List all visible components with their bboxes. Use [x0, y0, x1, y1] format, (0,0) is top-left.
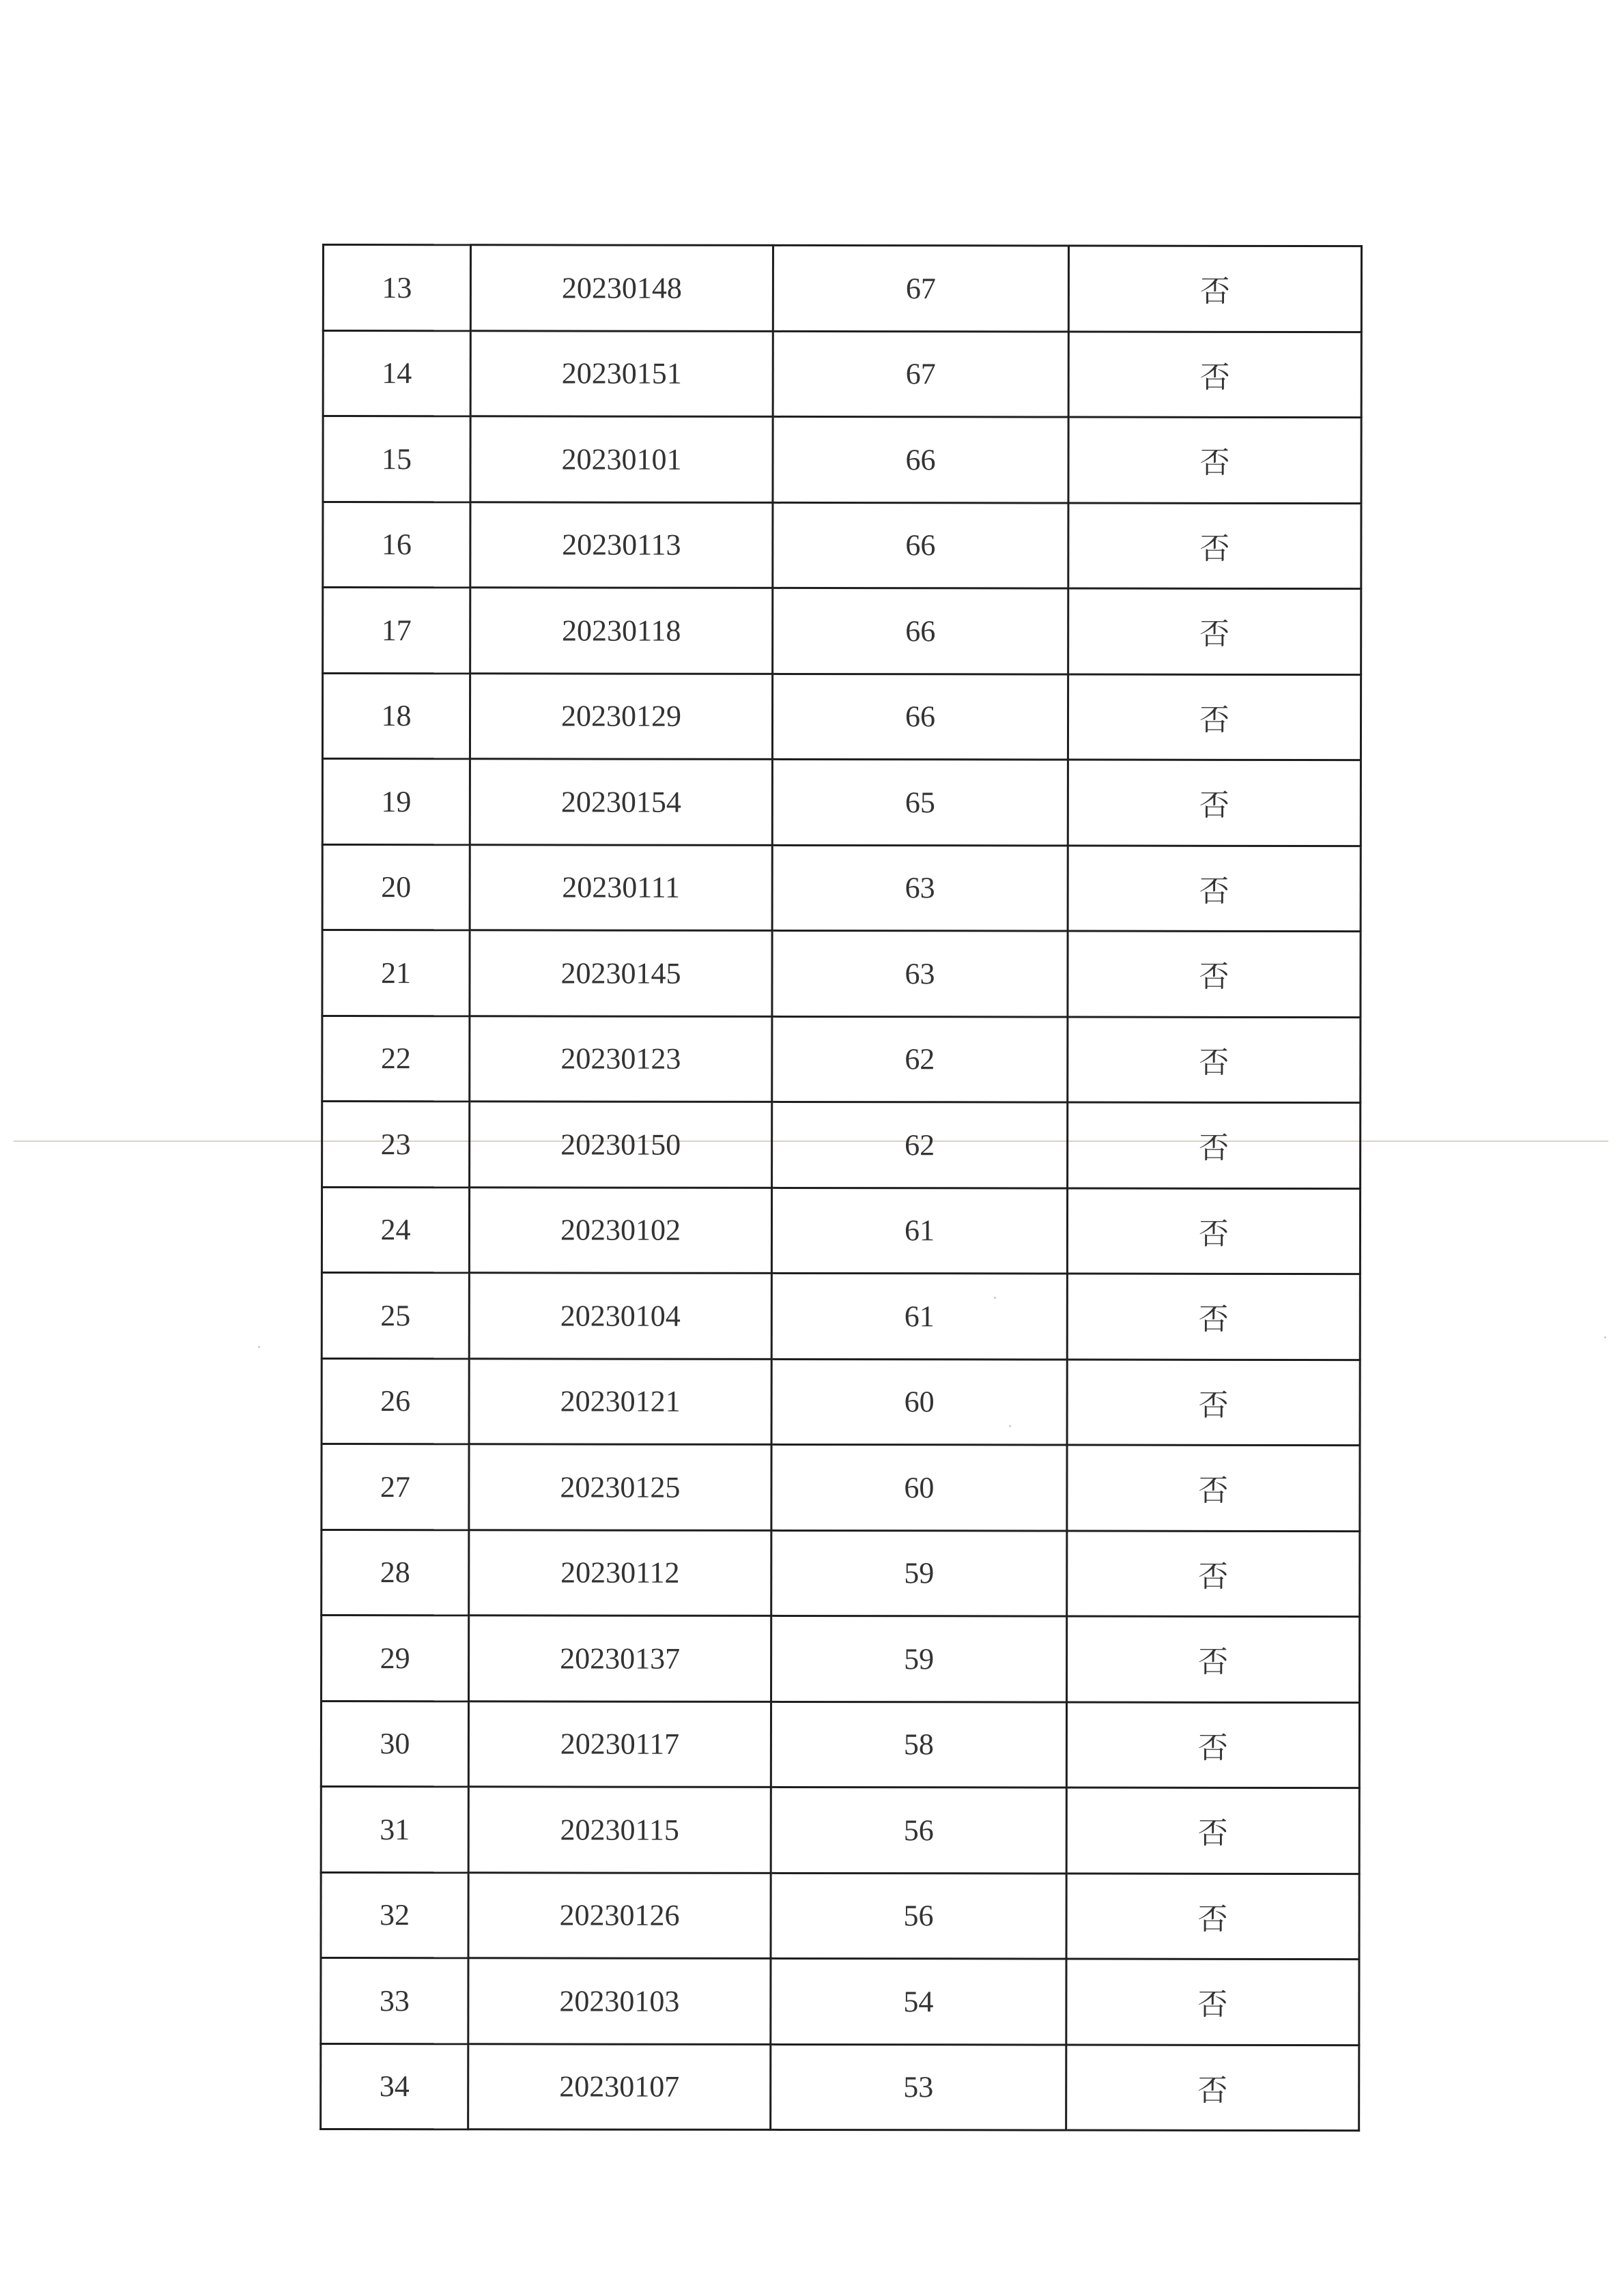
id-cell: 20230113	[470, 502, 773, 588]
seq-cell: 24	[322, 1187, 469, 1273]
table-row	[321, 1872, 1359, 1960]
seq-cell: 31	[321, 1787, 468, 1873]
score-cell: 61	[771, 1188, 1067, 1274]
flag-cell: 否	[1067, 1360, 1360, 1446]
score-cell: 59	[771, 1530, 1067, 1616]
id-cell: 20230104	[469, 1273, 771, 1359]
seq-cell: 28	[322, 1530, 469, 1616]
id-cell: 20230102	[469, 1187, 771, 1273]
id-cell: 20230107	[468, 2043, 771, 2129]
score-cell: 56	[771, 1787, 1066, 1873]
id-cell: 20230101	[470, 416, 773, 502]
scan-speck	[258, 1346, 260, 1348]
flag-cell: 否	[1068, 332, 1361, 418]
table-row	[323, 588, 1361, 675]
seq-cell: 14	[323, 330, 470, 416]
seq-cell: 18	[322, 673, 470, 759]
flag-cell: 否	[1066, 1959, 1359, 2045]
table-row	[322, 1187, 1360, 1274]
table-row	[322, 1273, 1360, 1360]
score-cell: 66	[773, 502, 1068, 588]
seq-cell: 19	[322, 759, 470, 845]
flag-cell: 否	[1068, 760, 1361, 846]
table-row	[322, 673, 1361, 760]
table-row	[322, 1616, 1360, 1703]
flag-cell: 否	[1068, 846, 1361, 932]
flag-cell: 否	[1068, 1102, 1361, 1188]
id-cell: 20230112	[469, 1530, 771, 1616]
id-cell: 20230123	[470, 1016, 772, 1102]
flag-cell: 否	[1067, 1274, 1360, 1360]
flag-cell: 否	[1067, 1531, 1360, 1617]
table-row	[321, 1957, 1359, 2045]
score-cell: 63	[772, 930, 1068, 1016]
seq-cell: 32	[321, 1872, 468, 1958]
seq-cell: 17	[323, 588, 470, 674]
score-cell: 63	[772, 845, 1068, 931]
score-cell: 62	[772, 1102, 1068, 1188]
seq-cell: 29	[322, 1616, 469, 1702]
id-cell: 20230150	[470, 1102, 772, 1188]
table-row	[323, 416, 1361, 504]
seq-cell: 15	[323, 416, 470, 502]
score-cell: 54	[771, 1958, 1066, 2044]
score-cell: 58	[771, 1702, 1066, 1788]
score-cell: 66	[773, 588, 1068, 674]
flag-cell: 否	[1068, 931, 1361, 1017]
id-cell: 20230148	[470, 245, 773, 331]
score-cell: 60	[771, 1444, 1067, 1530]
flag-cell: 否	[1066, 1874, 1359, 1960]
score-cell: 67	[773, 245, 1068, 331]
id-cell: 20230151	[470, 330, 773, 416]
table-row	[321, 1701, 1359, 1788]
flag-cell: 否	[1066, 2045, 1359, 2131]
id-cell: 20230154	[470, 759, 772, 845]
table-row	[321, 1787, 1359, 1874]
id-cell: 20230125	[469, 1444, 771, 1530]
table-row	[322, 759, 1361, 846]
id-cell: 20230118	[470, 588, 773, 674]
table-row	[321, 2043, 1359, 2131]
score-cell: 61	[771, 1273, 1067, 1359]
id-cell: 20230103	[468, 1958, 771, 2044]
score-cell: 66	[773, 416, 1068, 502]
flag-cell: 否	[1067, 1616, 1360, 1702]
table-row	[322, 930, 1361, 1018]
table-row	[323, 502, 1361, 589]
seq-cell: 26	[322, 1358, 469, 1444]
seq-cell: 20	[322, 844, 470, 930]
id-cell: 20230115	[468, 1787, 771, 1873]
table-row	[322, 844, 1361, 932]
flag-cell: 否	[1068, 246, 1361, 332]
score-cell: 59	[771, 1616, 1067, 1702]
table-row	[323, 245, 1361, 332]
seq-cell: 34	[321, 2043, 468, 2129]
score-cell: 60	[771, 1359, 1067, 1445]
id-cell: 20230111	[470, 844, 772, 930]
seq-cell: 25	[322, 1273, 469, 1359]
seq-cell: 13	[323, 245, 470, 331]
flag-cell: 否	[1068, 674, 1361, 760]
flag-cell: 否	[1067, 1445, 1360, 1531]
score-cell: 53	[771, 2044, 1066, 2130]
id-cell: 20230126	[468, 1872, 771, 1958]
table-row	[322, 1358, 1360, 1446]
flag-cell: 否	[1068, 503, 1361, 589]
flag-cell: 否	[1066, 1702, 1359, 1788]
id-cell: 20230117	[468, 1701, 771, 1787]
score-cell: 56	[771, 1873, 1066, 1959]
seq-cell: 30	[321, 1701, 468, 1787]
table-row	[323, 330, 1361, 418]
score-cell: 66	[772, 674, 1068, 760]
seq-cell: 21	[322, 930, 470, 1016]
seq-cell: 23	[322, 1102, 470, 1188]
id-cell: 20230129	[470, 673, 772, 759]
id-cell: 20230137	[469, 1616, 771, 1702]
id-cell: 20230121	[469, 1358, 771, 1444]
results-table-container	[319, 244, 1361, 2132]
score-cell: 62	[772, 1016, 1068, 1102]
seq-cell: 33	[321, 1957, 468, 2043]
table-row	[322, 1444, 1360, 1532]
flag-cell: 否	[1066, 1788, 1359, 1874]
scan-speck	[1604, 1336, 1606, 1338]
seq-cell: 16	[323, 502, 470, 588]
results-table	[319, 244, 1363, 2132]
flag-cell: 否	[1067, 1188, 1360, 1274]
table-row	[322, 1016, 1361, 1103]
table-row	[322, 1102, 1361, 1189]
seq-cell: 27	[322, 1444, 469, 1530]
results-table-body	[321, 245, 1362, 2131]
flag-cell: 否	[1068, 1017, 1361, 1103]
flag-cell: 否	[1068, 417, 1361, 503]
score-cell: 65	[772, 759, 1068, 845]
table-row	[322, 1530, 1360, 1617]
seq-cell: 22	[322, 1016, 470, 1102]
score-cell: 67	[773, 331, 1068, 417]
id-cell: 20230145	[470, 930, 772, 1016]
flag-cell: 否	[1068, 588, 1361, 674]
